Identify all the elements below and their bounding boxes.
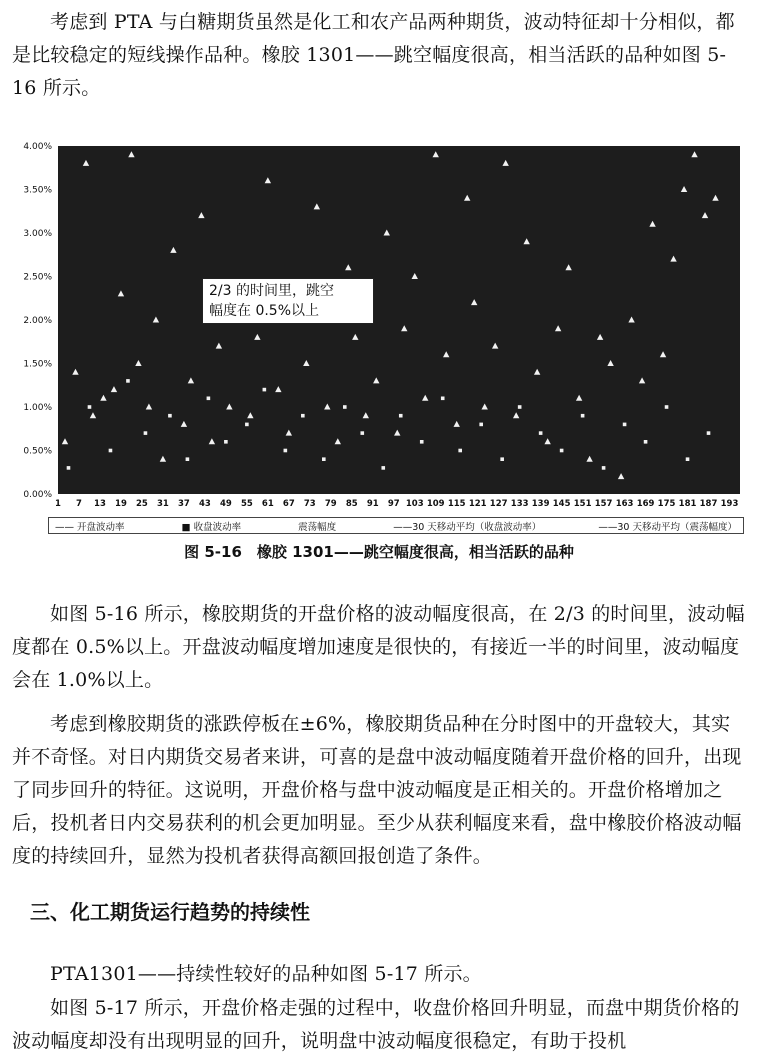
data-point-square	[560, 449, 564, 453]
y-tick-label: 4.00%	[23, 142, 52, 152]
data-point-square	[263, 388, 267, 392]
data-point-square	[168, 414, 172, 418]
data-point-square	[284, 449, 288, 453]
x-tick-label: 31	[157, 499, 169, 509]
data-point-square	[186, 457, 190, 461]
x-tick-label: 193	[720, 499, 739, 509]
y-tick-label: 3.00%	[23, 229, 52, 239]
x-tick-label: 85	[345, 499, 358, 509]
paragraph-pta-intro: PTA1301——持续性较好的品种如图 5-17 所示。	[50, 963, 482, 985]
x-tick-label: 103	[405, 499, 424, 509]
callout-line-1: 2/3 的时间里，跳空	[209, 283, 334, 299]
data-point-square	[420, 440, 424, 444]
x-tick-label: 67	[282, 499, 295, 509]
data-point-square	[88, 405, 92, 409]
data-point-square	[602, 466, 606, 470]
paragraph-intro: 考虑到 PTA 与白糖期货虽然是化工和农产品两种期货，波动特征却十分相似，都是比较稳定的短线操作品种。橡胶 1301——跳空幅度很高，相当活跃的品种如图 5-16 所示。	[12, 11, 735, 99]
x-tick-label: 127	[489, 499, 508, 509]
x-tick-label: 187	[699, 499, 718, 509]
x-tick-label: 139	[531, 499, 550, 509]
data-point-square	[360, 431, 364, 435]
x-tick-label: 97	[387, 499, 400, 509]
callout-line-2: 幅度在 0.5%以上	[209, 303, 320, 319]
data-point-square	[479, 423, 483, 427]
paragraph-analysis: 如图 5-16 所示，橡胶期货的开盘价格的波动幅度很高，在 2/3 的时间里，波动幅度都在 0.5%以上。开盘波动幅度增加速度是很快的，有接近一半的时间里，波动幅度会在 1.0%以上。	[12, 603, 745, 691]
x-tick-label: 73	[303, 499, 316, 509]
x-tick-label: 13	[94, 499, 106, 509]
x-tick-label: 151	[573, 499, 592, 509]
x-tick-label: 49	[219, 499, 232, 509]
x-tick-label: 7	[76, 499, 82, 509]
y-tick-label: 0.00%	[23, 490, 52, 500]
data-point-square	[518, 405, 522, 409]
data-point-square	[707, 431, 711, 435]
x-tick-label: 55	[240, 499, 253, 509]
data-point-square	[399, 414, 403, 418]
x-tick-label: 133	[510, 499, 529, 509]
x-tick-label: 1	[55, 499, 61, 509]
paragraph-pta-analysis: 如图 5-17 所示，开盘价格走强的过程中，收盘价格回升明显，而盘中期货价格的波动幅度却没有出现明显的回升，说明盘中波动幅度很稳定，有助于投机	[12, 997, 740, 1052]
data-point-square	[686, 457, 690, 461]
y-tick-label: 1.00%	[23, 403, 52, 413]
data-point-square	[623, 423, 627, 427]
data-point-square	[67, 466, 71, 470]
x-tick-label: 169	[636, 499, 655, 509]
data-point-square	[665, 405, 669, 409]
data-point-square	[144, 431, 148, 435]
data-point-square	[458, 449, 462, 453]
data-point-square	[245, 423, 249, 427]
data-point-square	[539, 431, 543, 435]
x-tick-label: 25	[136, 499, 148, 509]
data-point-square	[441, 397, 445, 401]
x-tick-label: 181	[678, 499, 697, 509]
data-point-square	[301, 414, 305, 418]
figure-caption: 图 5-16 橡胶 1301——跳空幅度很高，相当活跃的品种	[184, 543, 574, 561]
plot-area	[58, 146, 740, 494]
chart-legend	[48, 517, 744, 534]
legend-item: ■ 收盘波动率	[181, 521, 242, 533]
legend-item: ——30 天移动平均（震荡幅度）	[598, 521, 737, 533]
y-tick-label: 2.00%	[23, 316, 52, 326]
x-tick-label: 91	[366, 499, 379, 509]
x-tick-label: 43	[198, 499, 211, 509]
paragraph-discussion: 考虑到橡胶期货的涨跌停板在±6%，橡胶期货品种在分时图中的开盘较大，其实并不奇怪。对日内期货交易者来讲，可喜的是盘中波动幅度随着开盘价格的回升，出现了同步回升的特征。这说明，开盘价格与盘中波动幅度是正相关的。开盘价格增加之后，投机者日内交易获利的机会更加明显。至少从获利幅度来看，盘中橡胶价格波动幅度的持续回升，显然为投机者获得高额回报创造了条件。	[12, 713, 742, 867]
data-point-square	[381, 466, 385, 470]
y-tick-label: 1.50%	[23, 359, 52, 370]
legend-item: ——30 天移动平均（收盘波动率）	[393, 521, 542, 533]
data-point-square	[322, 457, 326, 461]
x-tick-label: 157	[594, 499, 613, 509]
chart-figure	[12, 138, 750, 548]
x-tick-label: 61	[261, 499, 274, 509]
section-heading: 三、化工期货运行趋势的持续性	[30, 900, 310, 924]
x-tick-label: 37	[177, 499, 190, 509]
legend-item: —— 开盘波动率	[55, 521, 125, 533]
x-tick-label: 115	[447, 499, 466, 509]
x-tick-label: 175	[657, 499, 676, 509]
x-tick-label: 163	[615, 499, 634, 509]
data-point-square	[644, 440, 648, 444]
y-tick-label: 0.50%	[23, 446, 52, 457]
data-point-square	[581, 414, 585, 418]
data-point-square	[126, 379, 130, 383]
data-point-square	[500, 457, 504, 461]
x-tick-label: 121	[468, 499, 487, 509]
x-tick-label: 145	[552, 499, 571, 509]
y-tick-label: 3.50%	[23, 185, 52, 196]
data-point-square	[207, 397, 211, 401]
scatter-chart	[12, 138, 750, 518]
x-tick-label: 79	[324, 499, 337, 509]
legend-item: 震荡幅度	[298, 521, 337, 533]
chart-callout	[202, 278, 374, 324]
x-tick-label: 109	[426, 499, 445, 509]
data-point-square	[343, 405, 347, 409]
x-tick-label: 19	[115, 499, 127, 509]
y-tick-label: 2.50%	[23, 272, 52, 283]
data-point-square	[109, 449, 113, 453]
data-point-square	[224, 440, 228, 444]
